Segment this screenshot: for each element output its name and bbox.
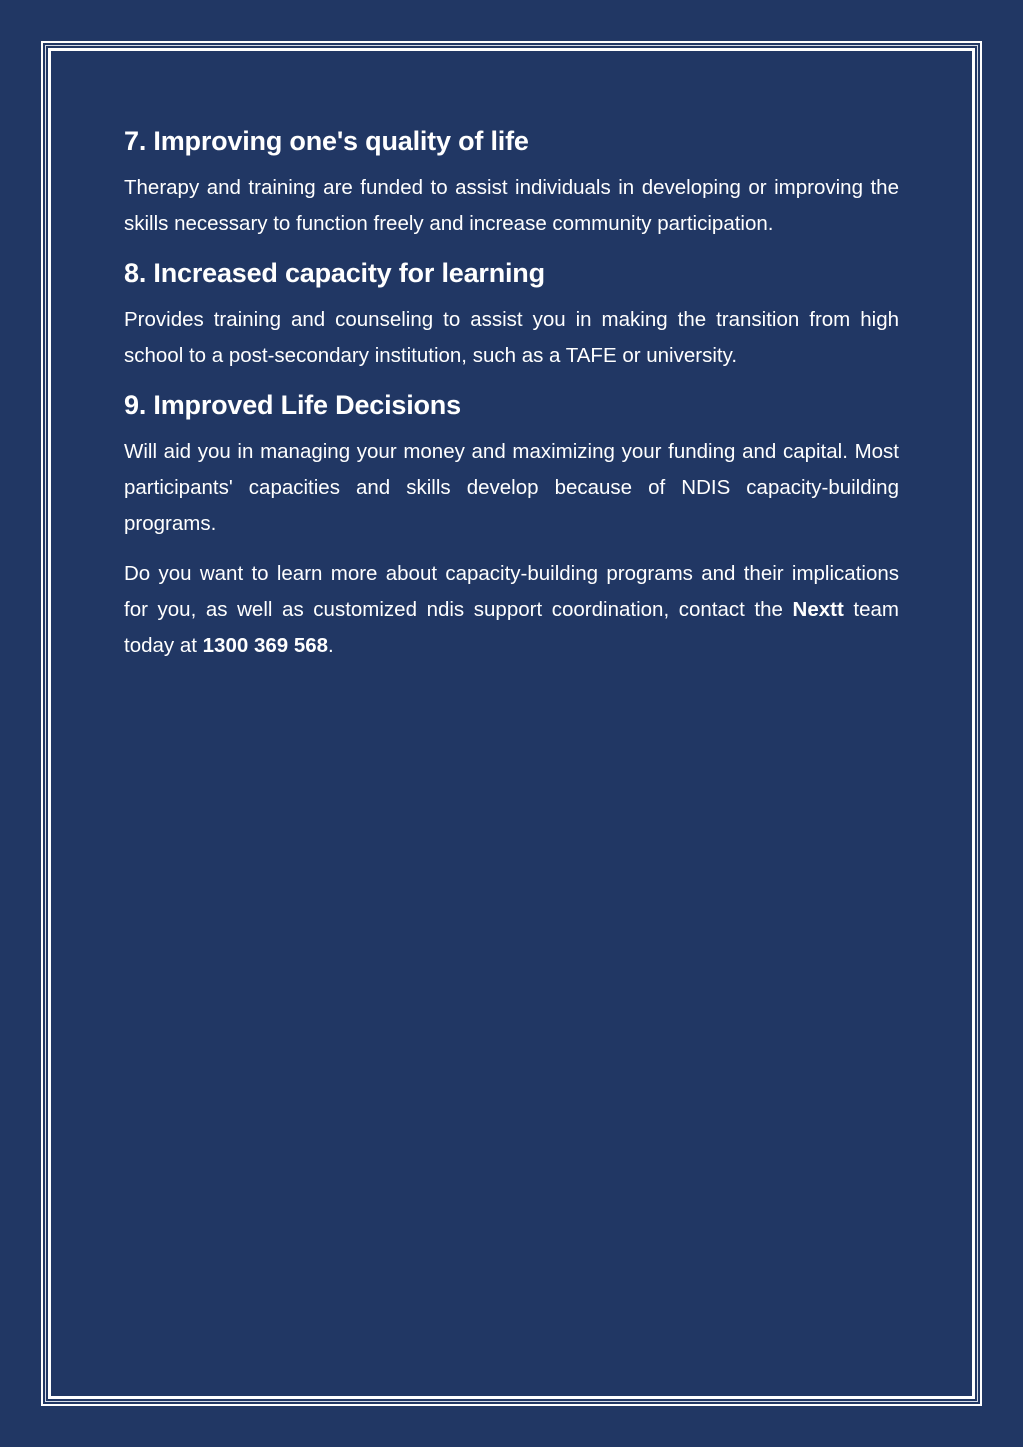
section-heading: 7. Improving one's quality of life: [124, 126, 529, 156]
section-body: Will aid you in managing your money and maximizing your funding and capital. Most participants' capacities and skills develop because of NDIS capacity-building programs.: [124, 440, 899, 535]
section-heading: 8. Increased capacity for learning: [124, 258, 545, 288]
closing-paragraph: [124, 556, 899, 664]
section-heading: 9. Improved Life Decisions: [124, 390, 461, 420]
section-body: Provides training and counseling to assist you in making the transition from high school to a post-secondary institution, such as a TAFE or university.: [124, 308, 899, 367]
section-quality-of-life: [124, 124, 899, 242]
section-capacity-for-learning: [124, 256, 899, 374]
closing-text-middle: team today at: [124, 598, 899, 657]
brand-name: Nextt: [792, 598, 844, 621]
document-content: [124, 124, 899, 678]
phone-number: 1300 369 568: [202, 634, 329, 657]
section-life-decisions: [124, 388, 899, 542]
closing-text-before: Do you want to learn more about capacity-building programs and their implications for you, as well as customized ndis support coordination, contact the: [124, 562, 899, 621]
section-body: Therapy and training are funded to assist individuals in developing or improving the skills necessary to function freely and increase community participation.: [124, 176, 899, 235]
closing-text-after: .: [328, 634, 334, 657]
